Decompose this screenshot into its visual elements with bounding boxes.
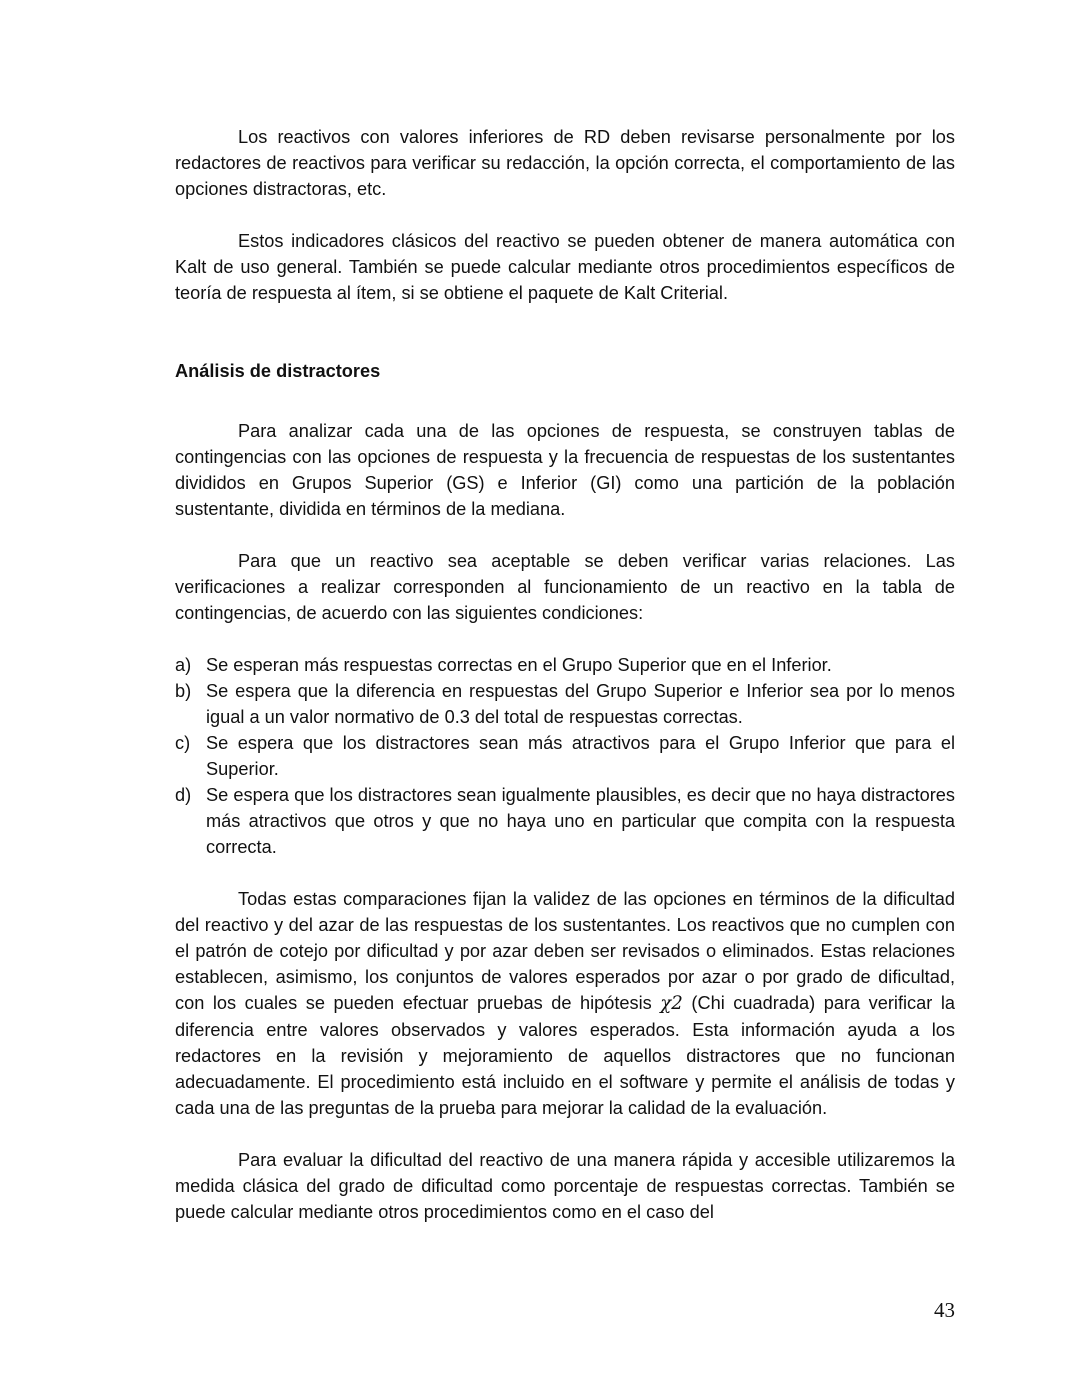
comparisons-text-start: Todas estas comparaciones fijan la validez de las opciones en términos de la dificultad del reactivo y del azar de las respuestas de los sustentantes. Los reactivos que no cumplen con el patrón de cotejo por dificultad y por azar deben ser revisados o eliminados. Estas relaciones establecen, asimismo, los conjuntos de valores esperados por azar o por grado de dificultad, con los cuales se pueden efectuar pruebas de hipótesis [175, 889, 955, 1013]
paragraph-kalt-indicators: Estos indicadores clásicos del reactivo se pueden obtener de manera automática con Kalt de uso general. También se puede calcular mediante otros procedimientos específicos de teoría de respuesta al ítem, si se obtiene el paquete de Kalt Criterial. [175, 231, 955, 303]
section-heading: Análisis de distractores [175, 361, 381, 381]
list-item-text: Se esperan más respuestas correctas en el Grupo Superior que en el Inferior. [206, 655, 832, 675]
paragraph-verifications: Para que un reactivo sea aceptable se deben verificar varias relaciones. Las verificaciones a realizar corresponden al funcionamiento de un reactivo en la tabla de contingencias, de acuerdo con las siguientes condiciones: [175, 551, 955, 623]
list-item [175, 678, 955, 730]
list-marker: b) [175, 681, 192, 701]
conditions-list [175, 652, 955, 860]
list-item-text: Se espera que los distractores sean más atractivos para el Grupo Inferior que para el Superior. [206, 733, 955, 779]
list-item [175, 730, 955, 782]
paragraph-rd-review: Los reactivos con valores inferiores de RD deben revisarse personalmente por los redactores de reactivos para verificar su redacción, la opción correcta, el comportamiento de las opciones distractoras, etc. [175, 127, 955, 199]
document-body [175, 124, 955, 1225]
list-item [175, 652, 955, 678]
chi-square-symbol: χ2 [660, 993, 683, 1014]
list-marker: d) [175, 785, 192, 805]
list-item [175, 782, 955, 860]
list-item-text: Se espera que los distractores sean igualmente plausibles, es decir que no haya distractores más atractivos que otros y que no haya uno en particular que compita con la respuesta correcta. [206, 785, 955, 857]
list-item-text: Se espera que la diferencia en respuestas del Grupo Superior e Inferior sea por lo menos igual a un valor normativo de 0.3 del total de respuestas correctas. [206, 681, 955, 727]
list-marker: a) [175, 655, 192, 675]
list-marker: c) [175, 733, 191, 753]
paragraph-comparisons [175, 886, 955, 1121]
page-number: 43 [934, 1298, 955, 1322]
paragraph-difficulty: Para evaluar la dificultad del reactivo de una manera rápida y accesible utilizaremos la medida clásica del grado de dificultad como porcentaje de respuestas correctas. También se puede calcular mediante otros procedimientos como en el caso del [175, 1150, 955, 1222]
paragraph-contingency-tables: Para analizar cada una de las opciones de respuesta, se construyen tablas de contingencias con las opciones de respuesta y la frecuencia de respuestas de los sustentantes divididos en Grupos Superior (GS) e Inferior (GI) como una partición de la población sustentante, dividida en términos de la mediana. [175, 421, 955, 519]
comparisons-text-end: (Chi cuadrada) para verificar la diferencia entre valores observados y valores esperados. Esta información ayuda a los redactores en la revisión y mejoramiento de aquellos distractores que no funcionan adecuadamente. El procedimiento está incluido en el software y permite el análisis de todas y cada una de las preguntas de la prueba para mejorar la calidad de la evaluación. [175, 993, 955, 1118]
